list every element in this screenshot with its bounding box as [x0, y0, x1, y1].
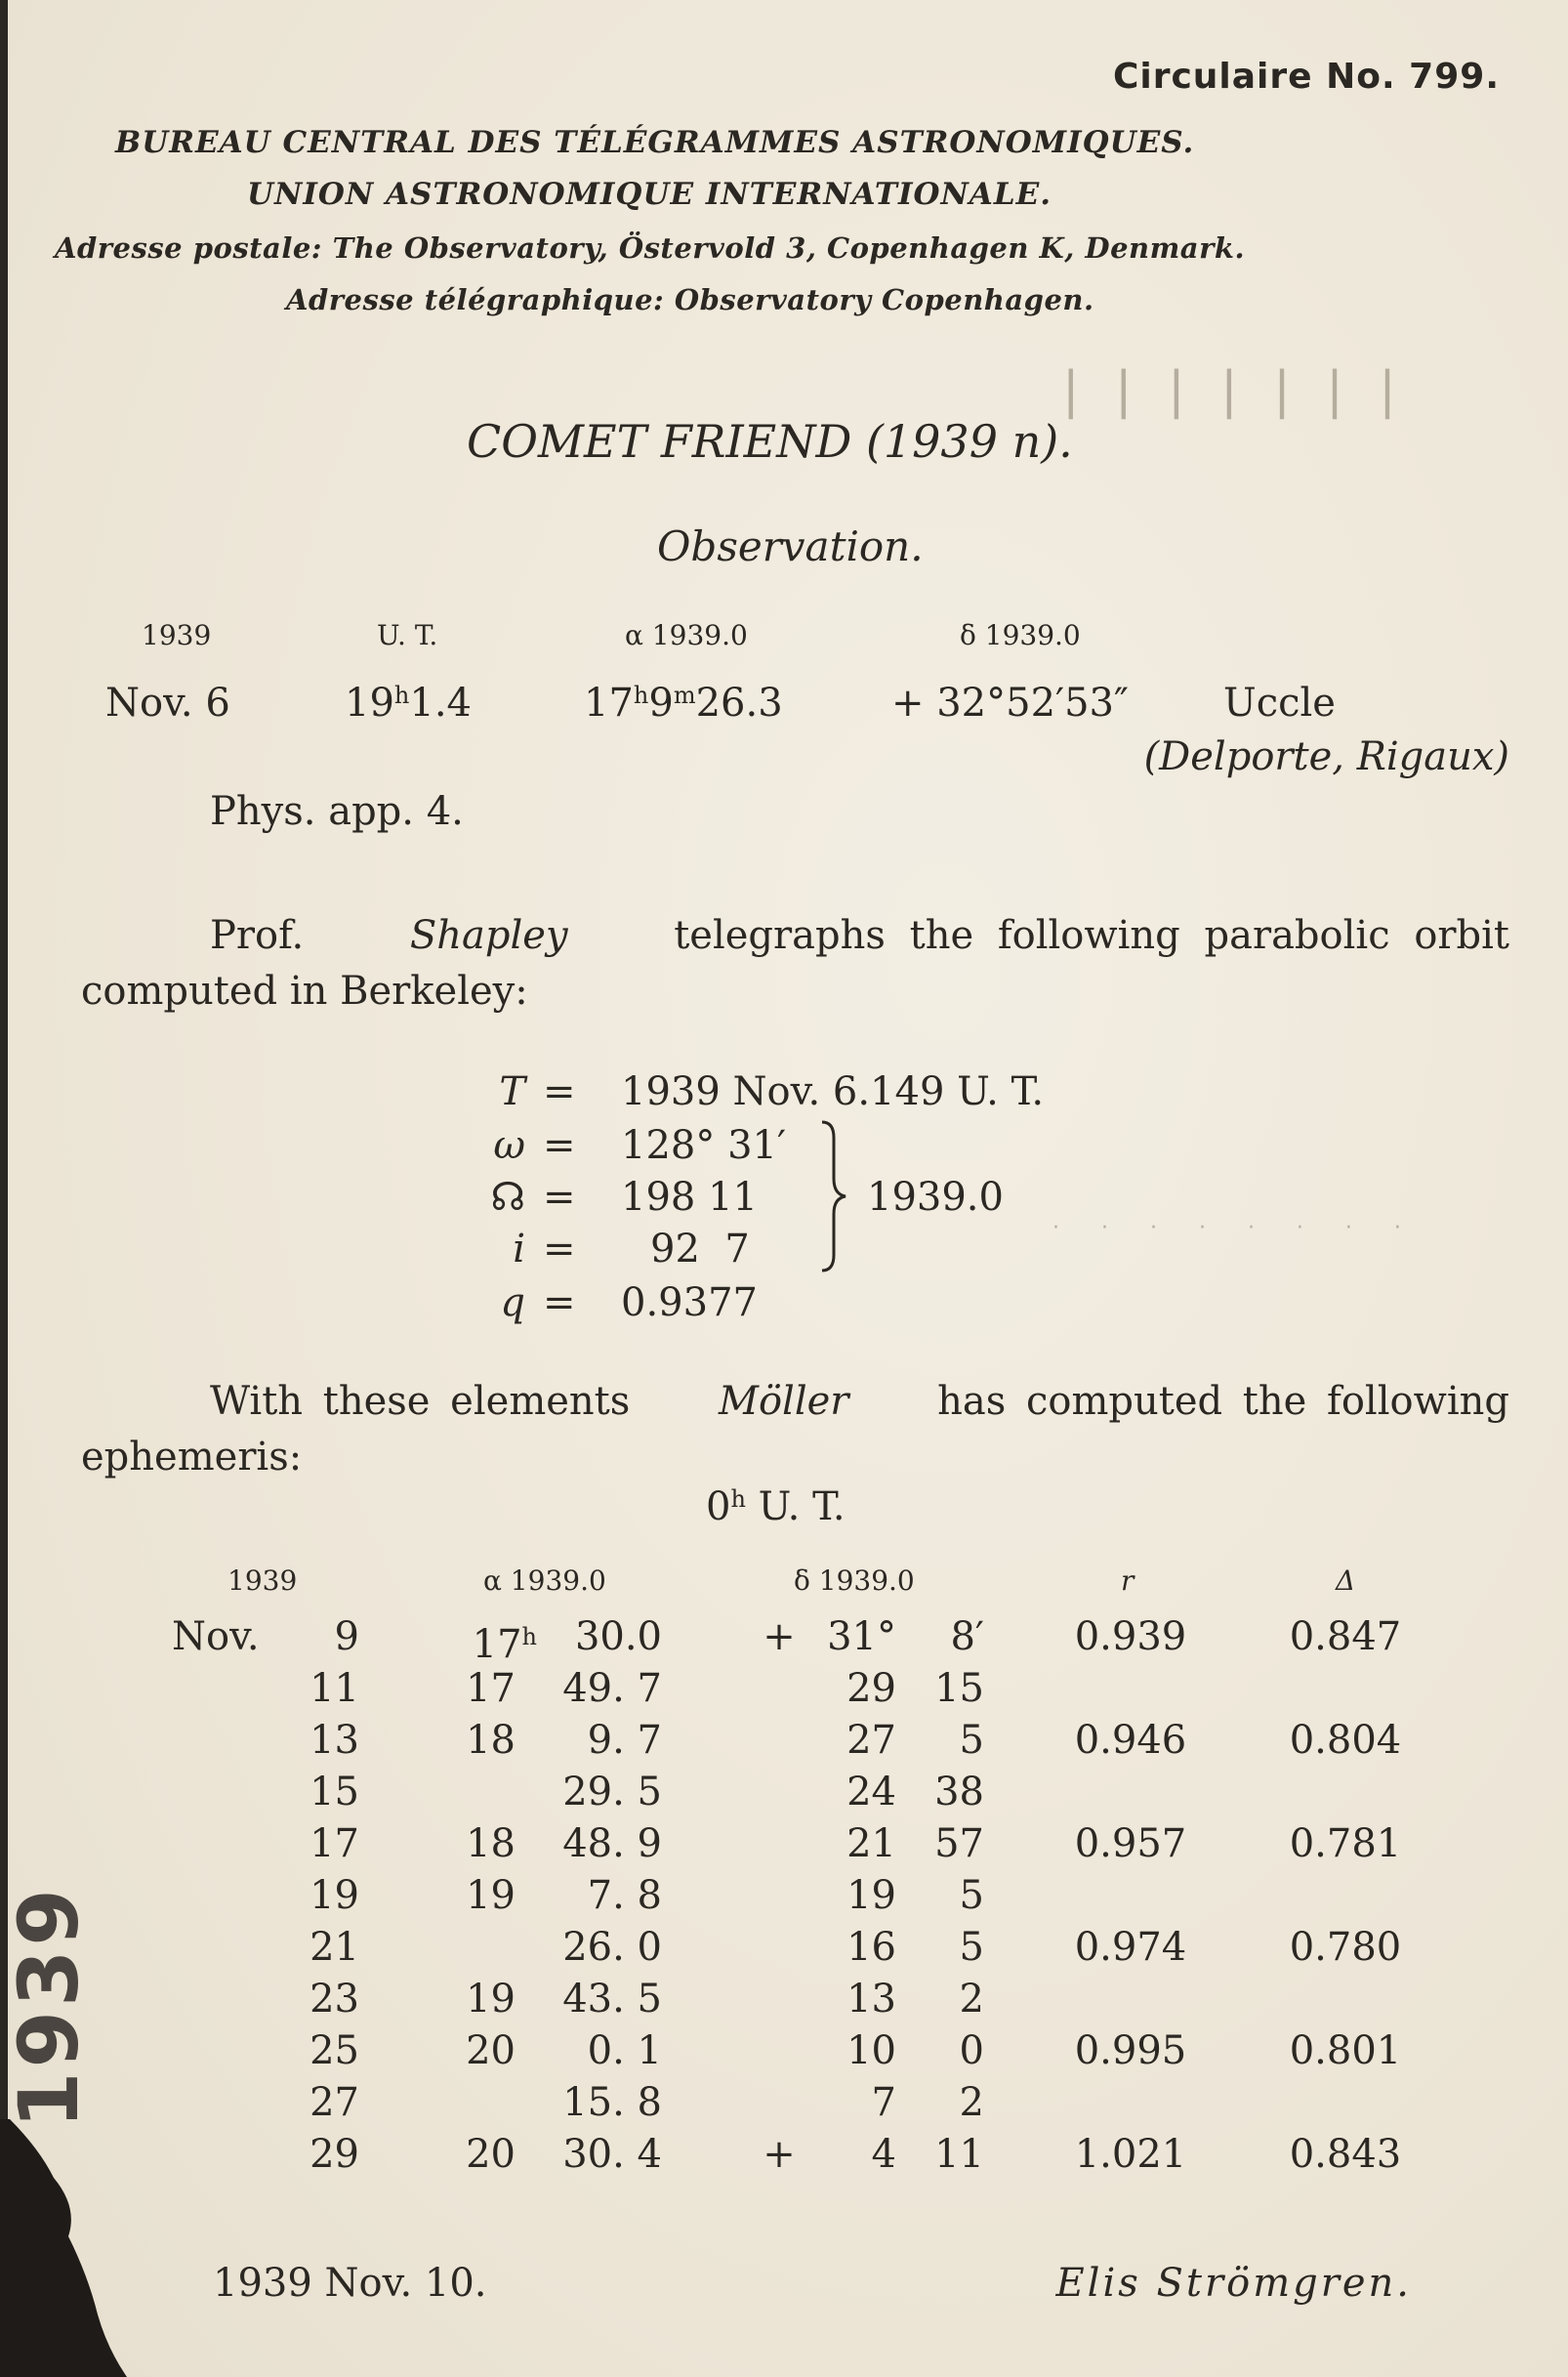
eph-dec-minutes-column	[906, 1611, 984, 2181]
eph-dec-deg-cell: 19	[846, 1873, 896, 1918]
ephemeris-epoch: 0$^h$ U. T.	[706, 1484, 846, 1529]
eph-dec-deg-cell: 16	[846, 1925, 896, 1970]
eph-dec-degrees-column	[808, 1611, 896, 2181]
eph-dec-deg-cell: 27	[846, 1718, 896, 1763]
eph-day-cell: 27	[309, 2080, 359, 2125]
eph-dec-sign-cell	[755, 1870, 804, 1922]
eph-day-cell: 17	[309, 1821, 359, 1866]
eph-r-cell: 0.974	[1074, 1925, 1187, 1970]
footer-date: 1939 Nov. 10.	[213, 2261, 487, 2306]
eph-dec-sign-cell	[755, 1974, 804, 2025]
eph-ra-hour-cell: 17$^h$	[472, 1622, 537, 1668]
obs-col-ut: U. T.	[377, 619, 438, 651]
eph-ra-hour-cell: 18	[466, 1718, 516, 1763]
eph-r-cell: 0.995	[1074, 2028, 1187, 2073]
eph-dec-sign-cell	[755, 1767, 804, 1818]
eph-ra-min-cell: 7. 8	[587, 1873, 662, 1918]
phys-app: Phys. app. 4.	[210, 789, 464, 834]
eph-dec-min-cell: 2	[959, 2080, 984, 2125]
eph-ra-hour-cell	[457, 2077, 516, 2129]
eph-r-column	[1067, 1611, 1194, 2181]
element-omega-symbol: ω	[493, 1123, 525, 1168]
eph-day-cell: 9	[334, 1614, 359, 1659]
eph-Delta-cell: 0.843	[1289, 2132, 1402, 2177]
eph-ra-hour-cell: 20	[466, 2132, 516, 2177]
eph-dec-min-cell: 0	[959, 2028, 984, 2073]
eph-dec-min-cell: 5	[959, 1873, 984, 1918]
eph-r-cell	[1067, 2077, 1194, 2129]
orbit-intro-line1: Prof. Shapley telegraphs the following parabolic orbit	[210, 913, 1509, 958]
circular-number: Circulaire No. 799.	[1112, 57, 1500, 97]
eph-ra-minutes-column	[535, 1611, 662, 2181]
element-omega-equals: =	[543, 1123, 576, 1168]
eph-dec-sign-cell	[755, 2077, 804, 2129]
eph-dec-min-cell: 11	[934, 2132, 984, 2177]
element-q-value: 0.9377	[621, 1280, 758, 1325]
eph-ra-min-cell: 30.0	[574, 1614, 662, 1659]
obs-ut: 19$^h$1.4	[345, 681, 472, 726]
eph-ra-min-cell: 30. 4	[562, 2132, 662, 2177]
obs-col-delta: δ 1939.0	[960, 619, 1081, 651]
eph-r-cell: 0.939	[1074, 1614, 1187, 1659]
union-name: UNION ASTRONOMIQUE INTERNATIONALE.	[247, 177, 1052, 212]
eph-ra-min-cell: 29. 5	[562, 1770, 662, 1814]
eph-r-cell	[1067, 1767, 1194, 1818]
curly-brace	[818, 1118, 847, 1274]
eph-ra-hour-cell: 19	[466, 1873, 516, 1918]
element-i-symbol: i	[513, 1227, 525, 1272]
eph-dec-min-cell: 15	[934, 1666, 984, 1711]
obs-dec: + 32°52′53″	[891, 681, 1129, 726]
eph-dec-sign-cell	[755, 2025, 804, 2077]
postal-address: Adresse postale: The Observatory, Östervold 3, Copenhagen K, Denmark.	[55, 231, 1246, 265]
element-q-symbol: q	[500, 1280, 525, 1325]
footer-signature: Elis Strömgren.	[1055, 2261, 1412, 2306]
element-T-equals: =	[543, 1069, 576, 1114]
eph-ra-min-cell: 49. 7	[562, 1666, 662, 1711]
eph-Delta-cell: 0.804	[1289, 1718, 1402, 1763]
eph-col-r: r	[1121, 1564, 1135, 1597]
eph-ra-hour-cell: 19	[466, 1977, 516, 2022]
element-T-value: 1939 Nov. 6.149 U. T.	[621, 1069, 1045, 1114]
element-i-equals: =	[543, 1227, 576, 1272]
eph-ra-hour-cell	[457, 1767, 516, 1818]
eph-ra-min-cell: 48. 9	[562, 1821, 662, 1866]
faint-marks: · · · · · · · ·	[1052, 1216, 1419, 1240]
orbit-intro-line2: computed in Berkeley:	[81, 969, 528, 1014]
eph-dec-deg-cell: 4	[871, 2132, 896, 2177]
eph-ra-hours-column	[457, 1611, 537, 2181]
eph-ra-min-cell: 43. 5	[562, 1977, 662, 2022]
eph-col-Delta: Δ	[1336, 1564, 1356, 1597]
obs-date: Nov. 6	[105, 681, 230, 726]
obs-col-year: 1939	[142, 619, 212, 651]
eph-dec-sign-column	[755, 1611, 804, 2181]
obs-station: Uccle	[1223, 681, 1336, 726]
eph-col-delta: δ 1939.0	[794, 1564, 915, 1597]
eph-Delta-cell	[1282, 1870, 1409, 1922]
element-i-value: 92 7	[650, 1227, 750, 1272]
eph-ra-min-cell: 26. 0	[562, 1925, 662, 1970]
eph-dec-min-cell: 38	[934, 1770, 984, 1814]
element-node-symbol: ☊	[490, 1175, 525, 1220]
eph-dec-deg-cell: 7	[871, 2080, 896, 2125]
eph-dec-min-cell: 5	[959, 1925, 984, 1970]
element-T-symbol: T	[499, 1069, 525, 1114]
element-node-value: 198 11	[621, 1175, 758, 1220]
eph-dec-deg-cell: 13	[846, 1977, 896, 2022]
eph-month: Nov.	[172, 1614, 260, 1659]
element-equinox: 1939.0	[867, 1175, 1004, 1220]
eph-dec-sign-cell	[755, 1715, 804, 1767]
eph-day-cell: 15	[309, 1770, 359, 1814]
eph-day-cell: 19	[309, 1873, 359, 1918]
obs-col-alpha: α 1939.0	[625, 619, 748, 651]
eph-dec-deg-cell: 29	[846, 1666, 896, 1711]
element-node-equals: =	[543, 1175, 576, 1220]
eph-day-cell: 11	[309, 1666, 359, 1711]
eph-ra-hour-cell: 20	[466, 2028, 516, 2073]
eph-dec-sign-cell: +	[763, 1614, 796, 1659]
ephemeris-intro-line1: With these elements Möller has computed the following	[210, 1379, 1509, 1424]
eph-Delta-cell: 0.780	[1289, 1925, 1402, 1970]
eph-col-alpha: α 1939.0	[483, 1564, 606, 1597]
eph-Delta-cell: 0.847	[1289, 1614, 1402, 1659]
received-date-stamp: 1939	[1, 1885, 97, 2129]
eph-dec-deg-cell: 10	[846, 2028, 896, 2073]
eph-r-cell	[1067, 1974, 1194, 2025]
eph-day-cell: 29	[309, 2132, 359, 2177]
obs-observers: (Delporte, Rigaux)	[1143, 734, 1509, 779]
eph-ra-hour-cell: 17	[466, 1666, 516, 1711]
eph-r-cell	[1067, 1870, 1194, 1922]
element-q-equals: =	[543, 1280, 576, 1325]
circular-card	[1, 0, 1568, 2377]
eph-day-cell: 21	[309, 1925, 359, 1970]
eph-Delta-cell: 0.781	[1289, 1821, 1402, 1866]
eph-r-cell: 0.957	[1074, 1821, 1187, 1866]
eph-Delta-cell	[1282, 1974, 1409, 2025]
bureau-name: BUREAU CENTRAL DES TÉLÉGRAMMES ASTRONOMIQUES.	[115, 125, 1195, 160]
eph-ra-min-cell: 0. 1	[587, 2028, 662, 2073]
eph-Delta-cell	[1282, 1767, 1409, 1818]
eph-r-cell: 0.946	[1074, 1718, 1187, 1763]
eph-day-cell: 25	[309, 2028, 359, 2073]
eph-day-cell: 13	[309, 1718, 359, 1763]
eph-dec-min-cell: 2	[959, 1977, 984, 2022]
eph-r-cell: 1.021	[1074, 2132, 1187, 2177]
perforation-marks: | | | | | | |	[1062, 361, 1406, 420]
torn-corner	[0, 2119, 137, 2377]
element-omega-value: 128° 31′	[621, 1123, 787, 1168]
eph-ra-hour-cell	[457, 1922, 516, 1974]
eph-dec-sign-cell	[755, 1922, 804, 1974]
eph-Delta-cell	[1282, 1663, 1409, 1715]
telegraph-address: Adresse télégraphique: Observatory Copenhagen.	[286, 283, 1094, 316]
obs-ra: 17$^h$9$^m$26.3	[584, 681, 783, 726]
eph-dec-sign-cell	[755, 1818, 804, 1870]
eph-dec-min-cell: 57	[934, 1821, 984, 1866]
eph-dec-min-cell: 8′	[950, 1614, 984, 1659]
eph-dec-sign-cell	[755, 1663, 804, 1715]
eph-Delta-cell: 0.801	[1289, 2028, 1402, 2073]
eph-days-column	[291, 1611, 359, 2181]
observation-heading: Observation.	[657, 522, 924, 570]
eph-Delta-cell	[1282, 2077, 1409, 2129]
eph-dec-deg-cell: 24	[846, 1770, 896, 1814]
eph-dec-deg-cell: 31°	[827, 1614, 896, 1659]
eph-ra-hour-cell: 18	[466, 1821, 516, 1866]
comet-title: COMET FRIEND (1939 n).	[467, 415, 1073, 468]
ephemeris-intro-line2: ephemeris:	[81, 1435, 303, 1480]
eph-col-year: 1939	[227, 1564, 298, 1597]
eph-dec-deg-cell: 21	[846, 1821, 896, 1866]
eph-ra-min-cell: 15. 8	[562, 2080, 662, 2125]
eph-r-cell	[1067, 1663, 1194, 1715]
eph-dec-sign-cell: +	[763, 2132, 796, 2177]
eph-ra-min-cell: 9. 7	[587, 1718, 662, 1763]
eph-dec-min-cell: 5	[959, 1718, 984, 1763]
eph-Delta-column	[1282, 1611, 1409, 2181]
eph-day-cell: 23	[309, 1977, 359, 2022]
